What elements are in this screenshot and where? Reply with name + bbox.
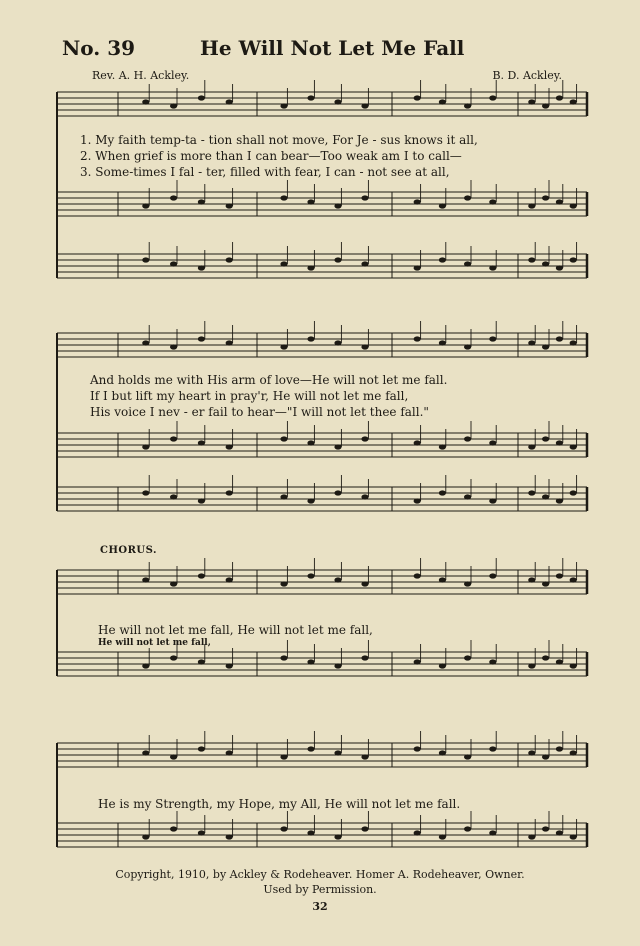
- note-head: [226, 340, 233, 345]
- note-head: [489, 498, 496, 503]
- note-head: [414, 498, 421, 503]
- note-head: [528, 834, 535, 839]
- note-head: [226, 444, 233, 449]
- note-head: [198, 746, 205, 751]
- note-head: [542, 103, 549, 108]
- note-head: [280, 754, 287, 759]
- note-head: [556, 199, 563, 204]
- note-head: [489, 336, 496, 341]
- note-head: [464, 436, 471, 441]
- note-head: [280, 103, 287, 108]
- note-head: [226, 663, 233, 668]
- note-head: [198, 95, 205, 100]
- note-head: [570, 257, 577, 262]
- note-head: [528, 257, 535, 262]
- note-head: [280, 581, 287, 586]
- note-head: [414, 573, 421, 578]
- chorus-line-1: He will not let me fall, He will not let me fall,: [98, 623, 373, 637]
- note-head: [556, 573, 563, 578]
- note-head: [489, 265, 496, 270]
- note-head: [280, 436, 287, 441]
- note-head: [570, 750, 577, 755]
- note-head: [570, 444, 577, 449]
- chorus-label: CHORUS.: [100, 545, 157, 556]
- note-head: [570, 490, 577, 495]
- note-head: [334, 834, 341, 839]
- note-head: [142, 257, 149, 262]
- note-head: [170, 195, 177, 200]
- author-credit: Rev. A. H. Ackley.: [92, 69, 190, 82]
- note-head: [280, 494, 287, 499]
- note-head: [439, 340, 446, 345]
- note-head: [198, 830, 205, 835]
- note-head: [489, 659, 496, 664]
- note-head: [170, 436, 177, 441]
- note-head: [142, 444, 149, 449]
- hymn-number: No. 39: [62, 36, 136, 60]
- note-head: [226, 834, 233, 839]
- note-head: [226, 257, 233, 262]
- note-head: [528, 577, 535, 582]
- note-head: [170, 103, 177, 108]
- note-head: [542, 344, 549, 349]
- note-head: [464, 754, 471, 759]
- note-head: [170, 754, 177, 759]
- chorus-bass-line: He will not let me fall,: [98, 638, 211, 648]
- note-head: [361, 754, 368, 759]
- note-head: [198, 336, 205, 341]
- verse-line-1: 1. My faith temp-ta - tion shall not move, For Je - sus knows it all,: [80, 133, 478, 147]
- note-head: [439, 444, 446, 449]
- verse-line-2: 2. When grief is more than I can bear—Too weak am I to call—: [80, 149, 462, 163]
- note-head: [361, 261, 368, 266]
- note-head: [280, 344, 287, 349]
- note-head: [556, 336, 563, 341]
- note-head: [170, 655, 177, 660]
- note-head: [570, 203, 577, 208]
- note-head: [439, 257, 446, 262]
- note-head: [439, 663, 446, 668]
- note-head: [542, 261, 549, 266]
- note-head: [528, 663, 535, 668]
- note-head: [556, 659, 563, 664]
- note-head: [570, 577, 577, 582]
- note-head: [464, 261, 471, 266]
- note-head: [570, 340, 577, 345]
- note-head: [361, 195, 368, 200]
- note-head: [439, 834, 446, 839]
- note-head: [280, 826, 287, 831]
- note-head: [489, 573, 496, 578]
- note-head: [280, 655, 287, 660]
- verse-line-6: His voice I nev - er fail to hear—"I will not let thee fall.": [90, 405, 429, 419]
- note-head: [414, 199, 421, 204]
- note-head: [226, 490, 233, 495]
- note-head: [307, 199, 314, 204]
- note-head: [489, 199, 496, 204]
- note-head: [198, 659, 205, 664]
- note-head: [414, 746, 421, 751]
- note-head: [414, 265, 421, 270]
- note-head: [528, 750, 535, 755]
- permission-notice: Used by Permission.: [263, 883, 377, 896]
- note-head: [439, 490, 446, 495]
- note-head: [528, 444, 535, 449]
- note-head: [542, 655, 549, 660]
- note-head: [142, 750, 149, 755]
- note-head: [528, 340, 535, 345]
- note-head: [570, 99, 577, 104]
- note-head: [439, 99, 446, 104]
- note-head: [556, 440, 563, 445]
- note-head: [361, 494, 368, 499]
- note-head: [439, 203, 446, 208]
- note-head: [414, 95, 421, 100]
- note-head: [142, 834, 149, 839]
- note-head: [198, 265, 205, 270]
- copyright-notice: Copyright, 1910, by Ackley & Rodeheaver. Homer A. Rodeheaver, Owner.: [115, 868, 525, 881]
- note-head: [464, 826, 471, 831]
- note-head: [307, 498, 314, 503]
- note-head: [542, 494, 549, 499]
- note-head: [307, 746, 314, 751]
- note-head: [528, 203, 535, 208]
- note-head: [334, 257, 341, 262]
- note-head: [334, 340, 341, 345]
- note-head: [226, 750, 233, 755]
- note-head: [361, 344, 368, 349]
- note-head: [361, 655, 368, 660]
- note-head: [489, 746, 496, 751]
- note-head: [198, 199, 205, 204]
- note-head: [542, 581, 549, 586]
- note-head: [307, 830, 314, 835]
- note-head: [198, 440, 205, 445]
- note-head: [226, 203, 233, 208]
- note-head: [170, 261, 177, 266]
- note-head: [464, 103, 471, 108]
- note-head: [414, 659, 421, 664]
- note-head: [361, 826, 368, 831]
- note-head: [334, 490, 341, 495]
- note-head: [142, 663, 149, 668]
- note-head: [414, 440, 421, 445]
- note-head: [280, 195, 287, 200]
- note-head: [280, 261, 287, 266]
- note-head: [307, 265, 314, 270]
- note-head: [414, 830, 421, 835]
- note-head: [489, 830, 496, 835]
- note-head: [361, 581, 368, 586]
- note-head: [570, 834, 577, 839]
- note-head: [439, 577, 446, 582]
- verse-line-4: And holds me with His arm of love—He will not let me fall.: [90, 373, 448, 387]
- note-head: [528, 99, 535, 104]
- note-head: [307, 95, 314, 100]
- note-head: [170, 494, 177, 499]
- page-number: 32: [312, 900, 328, 913]
- note-head: [556, 265, 563, 270]
- note-head: [542, 195, 549, 200]
- note-head: [542, 826, 549, 831]
- note-head: [464, 581, 471, 586]
- note-head: [361, 436, 368, 441]
- hymn-title: He Will Not Let Me Fall: [200, 36, 465, 60]
- note-head: [570, 663, 577, 668]
- note-head: [142, 99, 149, 104]
- note-head: [556, 746, 563, 751]
- note-head: [334, 203, 341, 208]
- note-head: [142, 203, 149, 208]
- note-head: [464, 655, 471, 660]
- note-head: [528, 490, 535, 495]
- note-head: [142, 577, 149, 582]
- note-head: [489, 95, 496, 100]
- note-head: [170, 826, 177, 831]
- chorus-line-2: He is my Strength, my Hope, my All, He will not let me fall.: [98, 797, 461, 811]
- note-head: [414, 336, 421, 341]
- note-head: [307, 573, 314, 578]
- note-head: [556, 830, 563, 835]
- note-head: [361, 103, 368, 108]
- note-head: [198, 498, 205, 503]
- note-head: [307, 440, 314, 445]
- note-head: [334, 577, 341, 582]
- note-head: [556, 95, 563, 100]
- note-head: [464, 344, 471, 349]
- note-head: [142, 340, 149, 345]
- note-head: [142, 490, 149, 495]
- note-head: [307, 336, 314, 341]
- note-head: [489, 440, 496, 445]
- note-head: [334, 444, 341, 449]
- note-head: [307, 659, 314, 664]
- note-head: [198, 573, 205, 578]
- note-head: [334, 99, 341, 104]
- note-head: [556, 498, 563, 503]
- note-head: [542, 436, 549, 441]
- composer-credit: B. D. Ackley.: [492, 69, 562, 82]
- verse-line-5: If I but lift my heart in pray'r, He will not let me fall,: [90, 389, 409, 403]
- note-head: [464, 494, 471, 499]
- note-head: [334, 663, 341, 668]
- note-head: [464, 195, 471, 200]
- verse-line-3: 3. Some-times I fal - ter, filled with fear, I can - not see at all,: [80, 165, 450, 179]
- note-head: [439, 750, 446, 755]
- note-head: [226, 577, 233, 582]
- note-head: [170, 344, 177, 349]
- note-head: [542, 754, 549, 759]
- note-head: [334, 750, 341, 755]
- note-head: [170, 581, 177, 586]
- note-head: [226, 99, 233, 104]
